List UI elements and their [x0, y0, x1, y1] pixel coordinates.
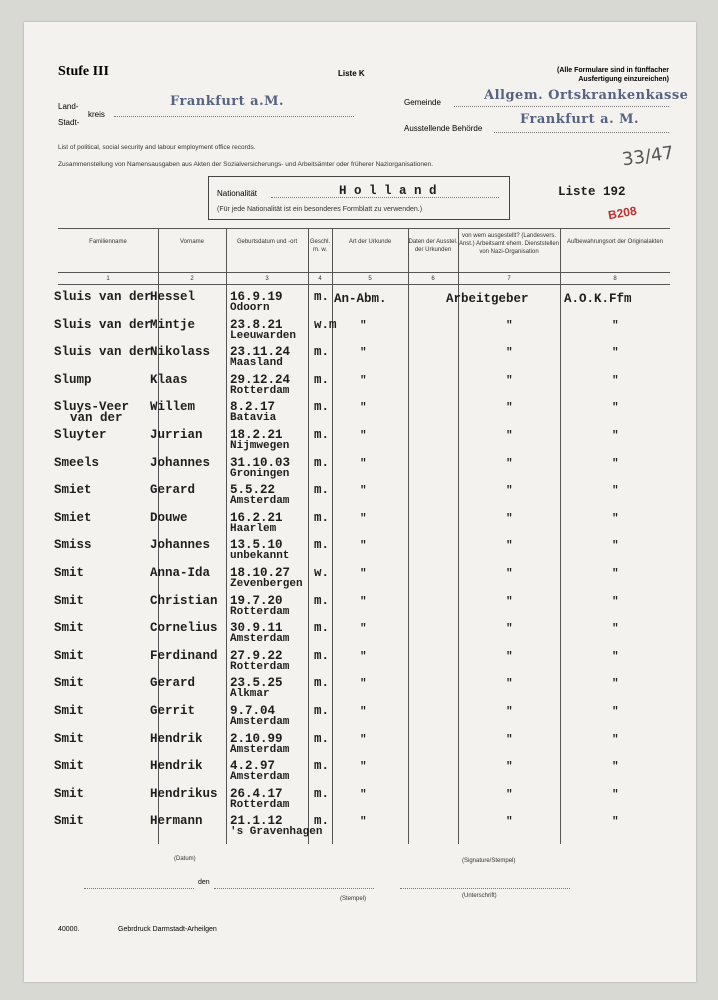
issuer-cell: " — [506, 623, 513, 636]
first-name-cell: Cornelius — [150, 621, 218, 636]
first-name-cell: Mintje — [150, 317, 196, 332]
issuer-cell: " — [506, 788, 513, 801]
column-header: Daten der Ausstel. der Urkunden — [408, 239, 458, 253]
english-note: List of political, social security and labour employment office records. — [58, 144, 256, 151]
sex-cell: m. — [314, 290, 330, 304]
column-number: 8 — [613, 276, 617, 282]
birth-date-cell: 23.8.21 — [230, 317, 283, 332]
birth-place-cell: Amsterdam — [230, 716, 290, 728]
first-name-cell: Gerard — [150, 676, 196, 691]
document-type-cell: " — [360, 706, 367, 718]
column-divider — [226, 228, 227, 844]
birth-date-cell: 13.5.10 — [230, 538, 283, 553]
surname-cell-continued: van der — [70, 411, 123, 426]
archive-cell: " — [612, 430, 619, 442]
surname-cell: Smit — [54, 731, 85, 746]
column-divider — [458, 228, 459, 844]
archive-cell: " — [612, 761, 619, 774]
column-header: Aufbewahrungsort der Originalakten — [566, 239, 664, 245]
surname-cell: Sluis van der — [54, 345, 152, 360]
issuer-cell: " — [506, 485, 513, 498]
archive-cell: " — [612, 374, 619, 387]
first-name-cell: Anna-Ida — [150, 566, 211, 580]
archive-cell: " — [612, 788, 619, 801]
surname-cell: Smiet — [54, 483, 92, 498]
archive-cell: " — [612, 319, 619, 332]
sex-cell: m. — [314, 814, 330, 829]
print-number: 40000. — [58, 926, 80, 933]
issuer-cell: " — [506, 347, 513, 360]
table-header-rule — [58, 272, 670, 273]
surname-cell: Sluyter — [54, 428, 107, 442]
sex-cell: m. — [314, 704, 330, 718]
sex-cell: m. — [314, 786, 330, 801]
document-type-cell: " — [360, 374, 367, 387]
issuer-cell: Arbeitgeber — [446, 292, 529, 306]
first-name-cell: Gerard — [150, 483, 196, 498]
document-type-cell: " — [360, 568, 367, 580]
sex-cell: m. — [314, 593, 330, 608]
column-header: von wem ausgestellt? (Landesvers. Anst.) Arbeitsamt ehem. Dienststellen von Nazi-Organisation — [458, 233, 560, 255]
birth-place-cell: Maasland — [230, 357, 283, 370]
column-header: Geschl. m. w. — [309, 239, 331, 253]
birth-place-cell: Amsterdam — [230, 743, 290, 756]
archive-cell: " — [612, 402, 619, 415]
first-name-cell: Hessel — [150, 290, 196, 304]
surname-cell: Smit — [54, 621, 85, 636]
archive-cell: " — [612, 512, 619, 525]
surname-cell: Smit — [54, 759, 85, 774]
issuer-cell: " — [506, 568, 513, 580]
issuer-cell: " — [506, 595, 513, 608]
surname-cell: Smit — [54, 566, 85, 580]
stadt-label: Stadt- — [58, 118, 80, 127]
archive-cell: " — [612, 485, 619, 498]
issuer-cell: " — [506, 430, 513, 442]
birth-date-cell: 18.2.21 — [230, 428, 283, 442]
birth-place-cell: unbekannt — [230, 550, 290, 563]
column-divider — [408, 228, 409, 844]
document-type-cell: " — [360, 512, 367, 525]
signature-label: (Signature/Stempel) — [462, 858, 516, 864]
issuer-cell: " — [506, 374, 513, 387]
archive-cell: " — [612, 816, 619, 829]
surname-cell: Smeels — [54, 455, 100, 470]
unterschrift-label: (Unterschrift) — [462, 893, 497, 899]
document-type-cell: " — [360, 430, 367, 442]
issuer-cell: " — [506, 706, 513, 718]
birth-place-cell: Groningen — [230, 467, 290, 480]
sex-cell: m. — [314, 400, 330, 415]
issuer-cell: " — [506, 816, 513, 829]
archive-cell: " — [612, 706, 619, 718]
liste-typed-label: Liste — [558, 185, 596, 199]
formulare-note-1: (Alle Formulare sind in fünffacher — [556, 67, 669, 74]
birth-date-cell: 4.2.97 — [230, 759, 276, 774]
surname-cell: Smit — [54, 648, 85, 663]
birth-date-cell: 30.9.11 — [230, 621, 283, 636]
column-number: 5 — [368, 276, 372, 282]
first-name-cell: Hendrikus — [150, 786, 218, 801]
birth-date-cell: 2.10.99 — [230, 731, 283, 746]
archive-cell: " — [612, 733, 619, 746]
column-divider — [308, 228, 309, 844]
column-number: 1 — [106, 276, 110, 282]
birth-place-cell: Nijmwegen — [230, 440, 290, 452]
archive-cell: " — [612, 678, 619, 691]
document-sheet — [24, 22, 696, 982]
surname-cell: Smit — [54, 593, 85, 608]
first-name-cell: Nikolass — [150, 345, 211, 360]
first-name-cell: Gerrit — [150, 704, 196, 718]
stufe-label: Stufe III — [58, 64, 109, 79]
birth-date-cell: 16.2.21 — [230, 510, 283, 525]
birth-place-cell: 's Gravenhagen — [230, 826, 323, 839]
archive-cell: " — [612, 347, 619, 360]
document-type-cell: " — [360, 540, 367, 553]
birth-date-cell: 18.10.27 — [230, 566, 291, 580]
birth-date-cell: 16.9.19 — [230, 290, 283, 304]
document-type-cell: " — [360, 457, 367, 470]
surname-cell: Sluys-Veer — [54, 400, 130, 415]
document-type-cell: " — [360, 402, 367, 415]
sex-cell: w.m — [314, 317, 337, 332]
nationality-note: (Für jede Nationalität ist ein besonderes Formblatt zu verwenden.) — [217, 206, 423, 213]
issuer-cell: " — [506, 540, 513, 553]
first-name-cell: Ferdinand — [150, 648, 218, 663]
records-table — [54, 228, 670, 844]
nationality-box — [208, 176, 510, 220]
birth-place-cell: Rotterdam — [230, 384, 290, 397]
liste-number: 192 — [603, 185, 626, 199]
birth-date-cell: 5.5.22 — [230, 483, 276, 498]
datum-label: (Datum) — [174, 856, 196, 862]
document-type-cell: " — [360, 347, 367, 360]
sex-cell: m. — [314, 345, 330, 360]
surname-cell: Smiet — [54, 510, 92, 525]
surname-cell: Sluis van der — [54, 317, 152, 332]
document-type-cell: " — [360, 485, 367, 498]
sex-cell: m. — [314, 731, 330, 746]
birth-date-cell: 26.4.17 — [230, 786, 283, 801]
sex-cell: m. — [314, 455, 330, 470]
birth-date-cell: 31.10.03 — [230, 455, 291, 470]
birth-place-cell: Rotterdam — [230, 798, 290, 811]
column-header: Vorname — [179, 239, 204, 245]
liste-value — [558, 185, 626, 199]
first-name-cell: Hendrik — [150, 731, 203, 746]
document-type-cell: " — [360, 650, 367, 663]
handwritten-reference: 33/47 — [620, 142, 676, 171]
stempel-label: (Stempel) — [340, 896, 367, 902]
sex-cell: m. — [314, 372, 330, 387]
first-name-cell: Willem — [150, 400, 196, 415]
first-name-cell: Johannes — [150, 538, 211, 553]
birth-date-cell: 29.12.24 — [230, 372, 291, 387]
column-divider — [560, 228, 561, 844]
birth-date-cell: 21.1.12 — [230, 814, 283, 829]
document-type-cell: " — [360, 595, 367, 608]
birth-place-cell: Odoorn — [230, 302, 270, 314]
archive-cell: " — [612, 650, 619, 663]
archive-cell: " — [612, 595, 619, 608]
first-name-cell: Hendrik — [150, 759, 203, 774]
land-label: Land- — [58, 102, 79, 111]
birth-date-cell: 9.7.04 — [230, 704, 276, 718]
column-header: Geburtsdatum und -ort — [236, 239, 298, 245]
birth-date-cell: 8.2.17 — [230, 400, 276, 415]
column-number: 2 — [190, 276, 194, 282]
birth-place-cell: Batavia — [230, 412, 277, 425]
liste-k-label: Liste K — [338, 69, 365, 78]
surname-cell: Slump — [54, 372, 92, 387]
birth-place-cell: Haarlem — [230, 522, 277, 535]
surname-cell: Smit — [54, 676, 85, 691]
printer-label: Gebrdruck Darmstadt-Arheilgen — [118, 926, 217, 933]
column-header: Art der Urkunde — [348, 239, 392, 245]
document-type-cell: " — [360, 678, 367, 691]
nationality-label: Nationalität — [217, 189, 258, 198]
birth-place-cell: Amsterdam — [230, 633, 290, 646]
archive-cell: " — [612, 457, 619, 470]
kreis-stamp: Frankfurt a.M. — [170, 94, 285, 109]
first-name-cell: Jurrian — [150, 428, 203, 442]
document-type-cell: " — [360, 733, 367, 746]
birth-date-cell: 23.5.25 — [230, 676, 283, 691]
surname-cell: Smit — [54, 814, 85, 829]
birth-place-cell: Amsterdam — [230, 495, 290, 508]
sex-cell: m. — [314, 676, 330, 691]
document-type-cell: " — [360, 623, 367, 636]
table-number-rule — [58, 284, 670, 285]
birth-place-cell: Rotterdam — [230, 605, 290, 618]
first-name-cell: Hermann — [150, 814, 203, 829]
gemeinde-stamp: Allgem. Ortskrankenkasse — [484, 88, 689, 103]
issuer-cell: " — [506, 733, 513, 746]
issuer-cell: " — [506, 457, 513, 470]
column-number: 4 — [318, 276, 322, 282]
sex-cell: m. — [314, 538, 330, 553]
sex-cell: m. — [314, 759, 330, 774]
behoerde-label: Ausstellende Behörde — [404, 124, 483, 133]
sex-cell: m. — [314, 428, 330, 442]
behoerde-stamp: Frankfurt a. M. — [520, 112, 640, 127]
formulare-note-2: Ausfertigung einzureichen) — [578, 76, 669, 83]
sex-cell: m. — [314, 483, 330, 498]
issuer-cell: " — [506, 678, 513, 691]
sex-cell: m. — [314, 621, 330, 636]
column-header: Familienname — [89, 239, 127, 245]
first-name-cell: Douwe — [150, 510, 188, 525]
document-type-cell: " — [360, 788, 367, 801]
birth-place-cell: Alkmar — [230, 688, 270, 701]
first-name-cell: Klaas — [150, 372, 188, 387]
birth-place-cell: Amsterdam — [230, 771, 290, 784]
surname-cell: Smit — [54, 704, 85, 718]
archive-cell: " — [612, 540, 619, 553]
german-note: Zusammenstellung von Namensausgaben aus Akten der Sozialversicherungs- und Arbeitsämter oder früherer Naziorganisationen. — [58, 161, 434, 168]
document-type-cell: " — [360, 761, 367, 774]
birth-date-cell: 19.7.20 — [230, 593, 283, 608]
sex-cell: m. — [314, 510, 330, 525]
archive-cell: " — [612, 568, 619, 580]
birth-place-cell: Leeuwarden — [230, 329, 297, 342]
table-top-rule — [58, 228, 670, 229]
issuer-cell: " — [506, 402, 513, 415]
birth-date-cell: 23.11.24 — [230, 345, 291, 360]
first-name-cell: Johannes — [150, 455, 211, 470]
gemeinde-label: Gemeinde — [404, 98, 441, 107]
column-number: 6 — [431, 276, 435, 282]
document-type-cell: An-Abm. — [334, 292, 387, 306]
sex-cell: w. — [314, 566, 330, 580]
nationality-value: H o l l a n d — [339, 184, 437, 198]
archive-cell: A.O.K.Ffm — [564, 292, 632, 306]
kreis-label: kreis — [88, 110, 105, 119]
surname-cell: Smiss — [54, 538, 92, 553]
birth-place-cell: Zevenbergen — [230, 578, 303, 590]
archive-cell: " — [612, 623, 619, 636]
birth-place-cell: Rotterdam — [230, 660, 290, 673]
column-number: 7 — [507, 276, 511, 282]
issuer-cell: " — [506, 319, 513, 332]
document-type-cell: " — [360, 319, 367, 332]
den-label: den — [198, 879, 210, 886]
red-mark: B208 — [607, 203, 638, 223]
issuer-cell: " — [506, 761, 513, 774]
sex-cell: m. — [314, 648, 330, 663]
surname-cell: Smit — [54, 786, 85, 801]
issuer-cell: " — [506, 650, 513, 663]
column-number: 3 — [265, 276, 269, 282]
birth-date-cell: 27.9.22 — [230, 648, 283, 663]
document-type-cell: " — [360, 816, 367, 829]
issuer-cell: " — [506, 512, 513, 525]
surname-cell: Sluis van der — [54, 290, 152, 304]
first-name-cell: Christian — [150, 593, 218, 608]
